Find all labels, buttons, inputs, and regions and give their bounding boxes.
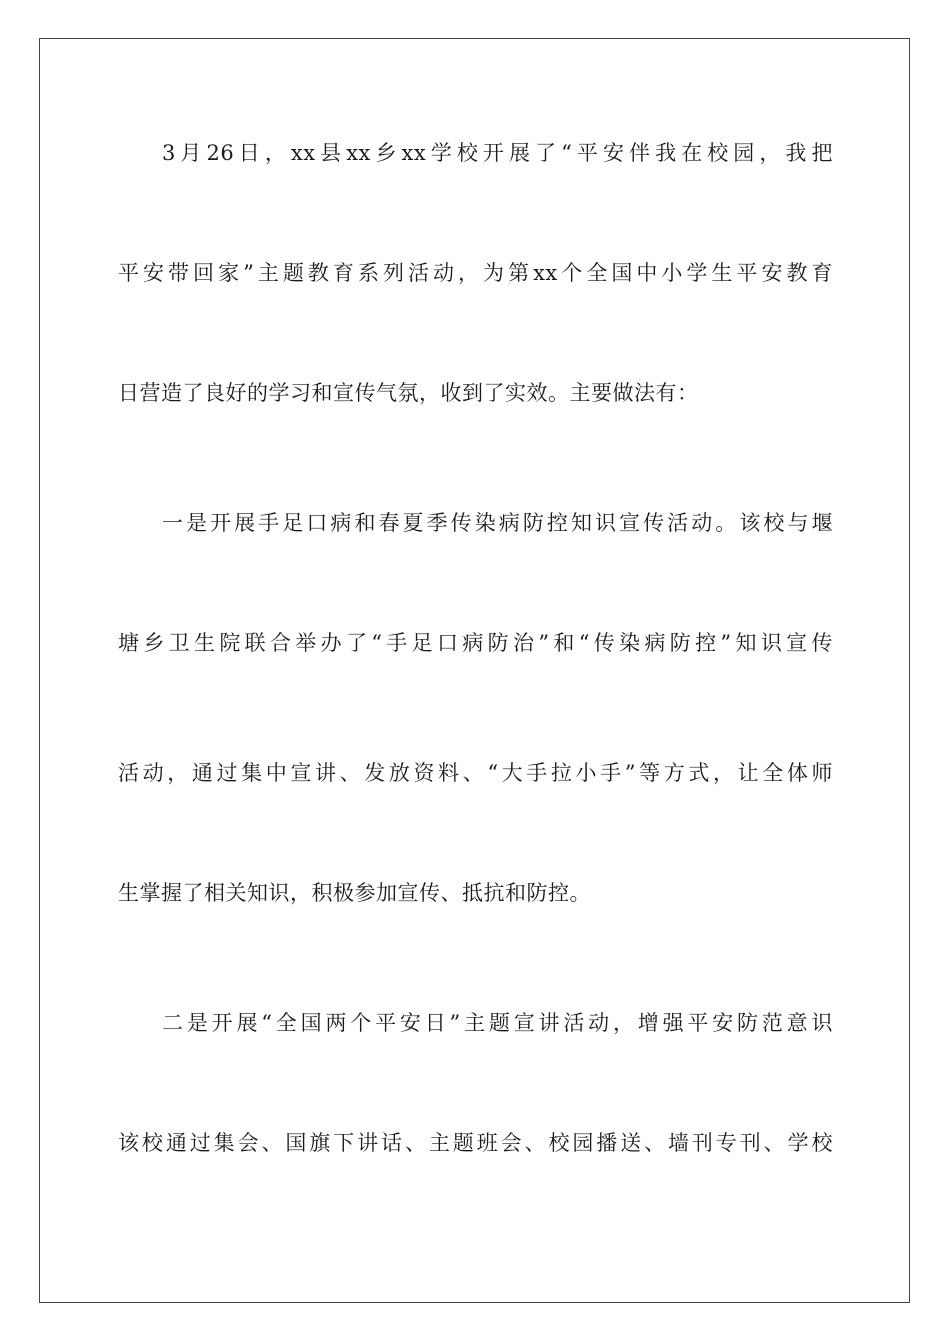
paragraph-1-line-1: 3月26日，xx县xx乡xx学校开展了“平安伴我在校园，我把 [162, 141, 833, 165]
paragraph-2-line-1: 一是开展手足口病和春夏季传染病防控知识宣传活动。该校与堰 [162, 511, 833, 535]
paragraph-2-line-2: 塘乡卫生院联合举办了“手足口病防治”和“传染病防控”知识宣传 [118, 631, 833, 655]
paragraph-3-line-1: 二是开展“全国两个平安日”主题宣讲活动，增强平安防范意识 [162, 1011, 833, 1035]
paragraph-1-line-2: 平安带回家”主题教育系列活动，为第xx个全国中小学生平安教育 [118, 261, 833, 285]
paragraph-1-line-3: 日营造了良好的学习和宣传气氛，收到了实效。主要做法有： [118, 381, 699, 405]
paragraph-2-line-4: 生掌握了相关知识，积极参加宣传、抵抗和防控。 [118, 881, 591, 905]
page-border [39, 38, 910, 1303]
paragraph-2-line-3: 活动，通过集中宣讲、发放资料、“大手拉小手”等方式，让全体师 [118, 761, 833, 785]
paragraph-3-line-2: 该校通过集会、国旗下讲话、主题班会、校园播送、墙刊专刊、学校 [118, 1131, 833, 1155]
